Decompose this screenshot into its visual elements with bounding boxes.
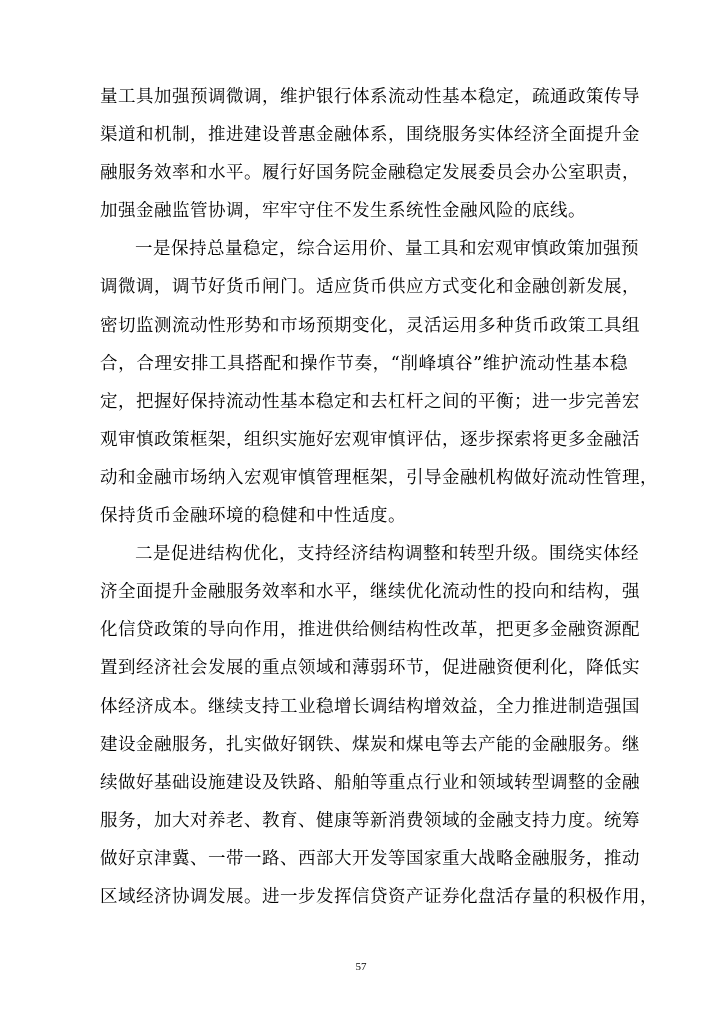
text-line: 一是保持总量稳定，综合运用价、量工具和宏观审慎政策加强预 [135,239,639,260]
text-line: 区域经济协调发展。进一步发挥信贷资产证券化盘活存量的积极作用， [100,886,658,907]
text-line: 化信贷政策的导向作用，推进供给侧结构性改革，把更多金融资源配 [100,620,640,641]
text-line: 调微调，调节好货币闸门。适应货币供应方式变化和金融创新发展， [100,277,640,298]
text-line: 融服务效率和水平。履行好国务院金融稳定发展委员会办公室职责， [100,163,640,184]
text-line: 体经济成本。继续支持工业稳增长调结构增效益，全力推进制造强国 [100,696,640,717]
text-line: 济全面提升金融服务效率和水平，继续优化流动性的投向和结构，强 [100,582,640,603]
text-line: 置到经济社会发展的重点领域和薄弱环节，促进融资便利化，降低实 [100,658,640,679]
text-line: 观审慎政策框架，组织实施好宏观审慎评估，逐步探索将更多金融活 [100,429,640,450]
text-line: 续做好基础设施建设及铁路、船舶等重点行业和领域转型调整的金融 [100,772,640,793]
text-line: 动和金融市场纳入宏观审慎管理框架，引导金融机构做好流动性管理， [100,467,658,488]
text-line: 服务，加大对养老、教育、健康等新消费领域的金融支持力度。统筹 [100,810,640,831]
text-line: 保持货币金融环境的稳健和中性适度。 [100,506,406,527]
text-line: 建设金融服务，扎实做好钢铁、煤炭和煤电等去产能的金融服务。继 [100,734,640,755]
page-number: 57 [355,961,367,973]
text-line: 做好京津冀、一带一路、西部大开发等国家重大战略金融服务，推动 [100,848,640,869]
text-line: 密切监测流动性形势和市场预期变化，灵活运用多种货币政策工具组 [100,315,640,336]
text-line: 加强金融监管协调，牢牢守住不发生系统性金融风险的底线。 [100,201,586,222]
text-line: 合，合理安排工具搭配和操作节奏，“削峰填谷”维护流动性基本稳 [100,353,628,374]
text-line: 量工具加强预调微调，维护银行体系流动性基本稳定，疏通政策传导 [100,87,640,107]
text-line: 二是促进结构优化，支持经济结构调整和转型升级。围绕实体经 [135,544,639,565]
text-line: 渠道和机制，推进建设普惠金融体系，围绕服务实体经济全面提升金 [100,125,640,146]
body-text [100,78,658,916]
text-line: 定，把握好保持流动性基本稳定和去杠杆之间的平衡；进一步完善宏 [100,391,640,412]
